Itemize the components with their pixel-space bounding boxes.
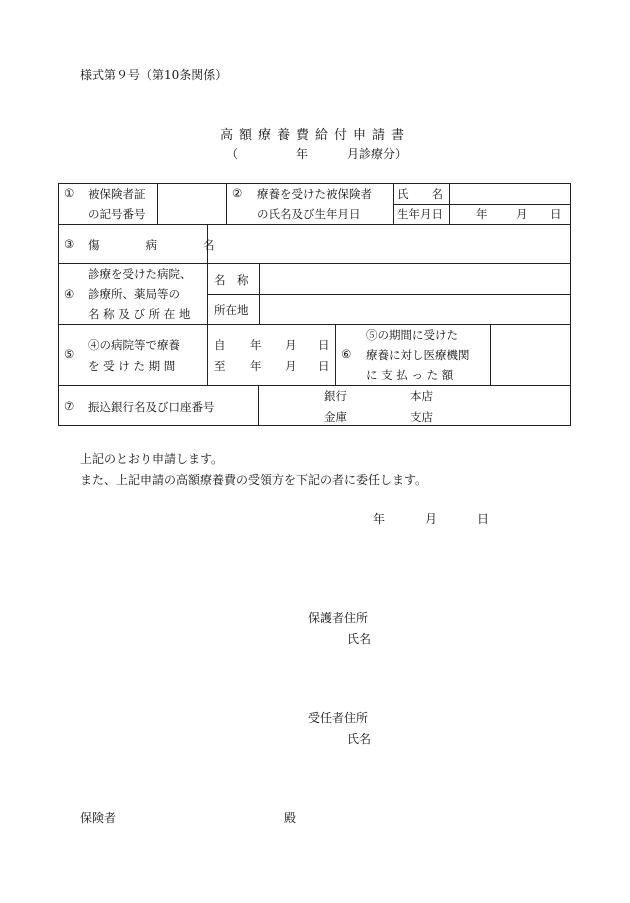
to-day-unit: 日 xyxy=(318,359,330,373)
subtitle-year: 年 xyxy=(296,147,309,161)
insured-name-field[interactable] xyxy=(450,184,569,203)
date-month-unit: 月 xyxy=(425,512,438,526)
form-subtitle xyxy=(0,145,630,161)
insurance-card-label: 被保険者証 xyxy=(88,187,146,201)
table-border-left xyxy=(58,183,59,425)
table-line xyxy=(226,183,227,224)
insured-person-label-2: の氏名及び生年月日 xyxy=(257,207,361,221)
birth-day-unit: 日 xyxy=(550,207,562,221)
paid-amount-field[interactable] xyxy=(491,325,569,384)
paid-amount-label-2: 療養に対し医療機関 xyxy=(366,348,470,362)
bank-unit: 銀行 xyxy=(324,389,347,403)
table-border-right xyxy=(570,183,571,425)
treatment-period-label-2: を 受 け た 期 間 xyxy=(88,359,176,373)
item-number-2: ② xyxy=(232,186,243,200)
delegate-name-label: 氏名 xyxy=(347,732,372,746)
subtitle-month: 月診療分） xyxy=(347,147,408,161)
declaration-line-1: 上記のとおり申請します。 xyxy=(80,452,224,466)
date-day-unit: 日 xyxy=(477,512,490,526)
paid-amount-label-3: に 支 払 っ た 額 xyxy=(366,368,454,382)
table-line xyxy=(393,204,570,205)
item-number-3: ③ xyxy=(64,237,75,251)
paid-amount-label-1: ⑤の期間に受けた xyxy=(366,328,458,342)
facility-label-1: 診療を受けた病院、 xyxy=(88,267,192,281)
honorific-label: 殿 xyxy=(284,811,297,825)
from-month-unit: 月 xyxy=(285,338,297,352)
head-office-unit: 本店 xyxy=(410,389,433,403)
insurance-card-label-2: の記号番号 xyxy=(88,207,146,221)
disease-name-field[interactable] xyxy=(208,225,569,262)
guardian-address-label: 保護者住所 xyxy=(308,611,369,625)
facility-label-3: 名 称 及 び 所 在 地 xyxy=(88,307,191,321)
birth-month-unit: 月 xyxy=(516,207,528,221)
item-number-6: ⑥ xyxy=(341,347,352,361)
subtitle-open: （ xyxy=(226,147,239,161)
facility-name-field[interactable] xyxy=(260,264,569,293)
declaration-line-2: また、上記申請の高額療養費の受領方を下記の者に委任します。 xyxy=(80,473,428,487)
table-border-bottom xyxy=(58,425,571,426)
form-number: 様式第９号（第10条関係） xyxy=(80,68,228,82)
item-number-7: ⑦ xyxy=(64,399,75,413)
facility-label-2: 診療所、薬局等の xyxy=(88,287,180,301)
item-number-1: ① xyxy=(64,186,75,200)
item-number-4: ④ xyxy=(64,287,75,301)
insurance-card-number-field[interactable] xyxy=(158,184,225,223)
bank-account-label: 振込銀行名及び口座番号 xyxy=(88,400,215,414)
item-number-5: ⑤ xyxy=(64,347,75,361)
to-year-unit: 年 xyxy=(250,359,262,373)
insurer-label: 保険者 xyxy=(80,811,117,825)
table-line xyxy=(393,183,394,224)
guardian-name-label: 氏名 xyxy=(347,632,372,646)
from-day-unit: 日 xyxy=(318,338,330,352)
facility-address-label: 所在地 xyxy=(214,303,249,317)
delegate-address-label: 受任者住所 xyxy=(308,711,369,725)
bank-account-field[interactable] xyxy=(259,386,569,424)
date-year-unit: 年 xyxy=(373,512,386,526)
insured-person-label: 療養を受けた被保険者 xyxy=(257,187,372,201)
period-to-label: 至 xyxy=(214,359,226,373)
disease-name-label: 傷 病 名 xyxy=(88,238,215,252)
facility-address-field[interactable] xyxy=(260,295,569,323)
to-month-unit: 月 xyxy=(285,359,297,373)
name-label: 氏 名 xyxy=(397,187,443,201)
facility-name-label: 名 称 xyxy=(214,273,249,287)
credit-union-unit: 金庫 xyxy=(324,410,347,424)
birth-date-label: 生年月日 xyxy=(397,207,443,221)
period-from-label: 自 xyxy=(214,338,226,352)
table-line xyxy=(335,324,336,385)
branch-unit: 支店 xyxy=(410,410,433,424)
from-year-unit: 年 xyxy=(250,338,262,352)
birth-year-unit: 年 xyxy=(476,207,488,221)
form-title: 高額療養費給付申請書 xyxy=(219,128,410,143)
treatment-period-label-1: ④の病院等で療養 xyxy=(88,338,180,352)
